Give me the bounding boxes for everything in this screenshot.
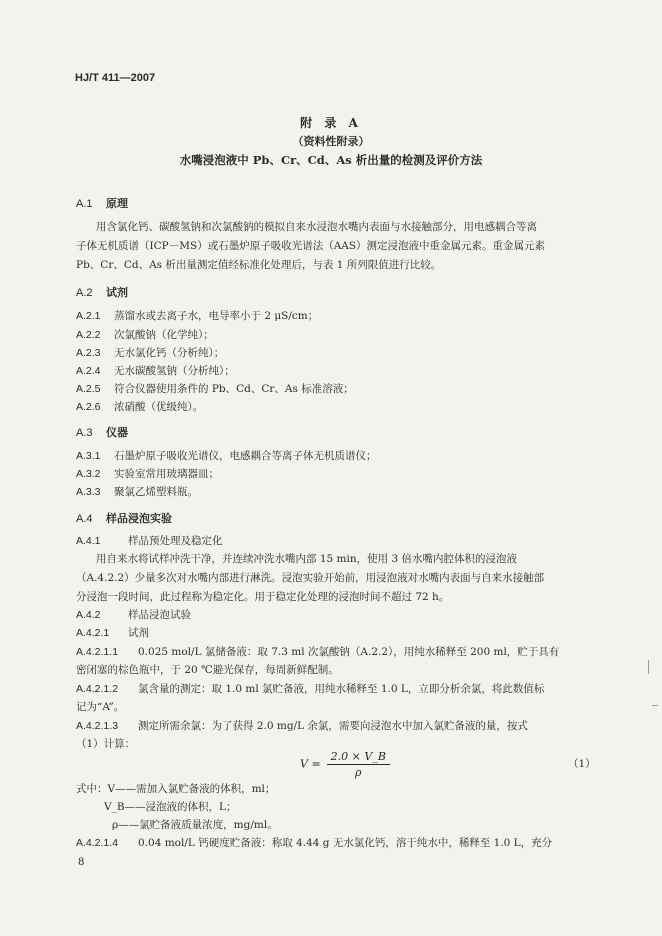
section-number: A.2 xyxy=(76,287,93,299)
scan-mark xyxy=(648,660,649,674)
subsection-a42: A.4.2 样品浸泡试验 xyxy=(76,609,191,621)
list-item: A.2.1 蒸馏水或去离子水，电导率小于 2 μS/cm； xyxy=(76,310,319,322)
a4212-cont: 记为“A”。 xyxy=(76,701,125,713)
appendix-subtitle: （资料性附录） xyxy=(292,135,370,148)
a41-line-3: 分浸泡一段时间，此过程称为稳定化。用于稳定化处理的浸泡时间不超过 72 h。 xyxy=(76,591,450,603)
a4213-cont: （1）计算： xyxy=(76,738,136,750)
formula-lhs: V = xyxy=(300,757,321,771)
formula-numerator: 2.0 × V_B xyxy=(327,750,390,765)
section-number: A.3 xyxy=(76,427,93,439)
a1-line-2: 子体无机质谱（ICP－MS）或石墨炉原子吸收光谱法（AAS）测定浸泡液中重金属元素。重金属元素 xyxy=(76,240,546,252)
section-a2-heading xyxy=(76,284,128,300)
subsection-a4212: A.4.2.1.2 氯含量的测定：取 1.0 ml 氯贮备液，用纯水稀释至 1.0 L，立即分析余氯，将此数值标 xyxy=(76,683,545,695)
list-item: A.3.1 石墨炉原子吸收光谱仪，电感耦合等离子体无机质谱仪； xyxy=(76,450,377,462)
appendix-heading: 水嘴浸泡液中 Pb、Cr、Cd、As 析出量的检测及评价方法 xyxy=(179,153,483,167)
list-item: A.3.3 聚氯乙烯塑料瓶。 xyxy=(76,486,198,498)
section-a4-heading xyxy=(76,510,172,526)
section-a3-heading xyxy=(76,424,128,440)
formula-fraction xyxy=(327,750,390,779)
where-vb: V_B——浸泡液的体积，L； xyxy=(104,801,237,813)
subsection-a41: A.4.1 样品预处理及稳定化 xyxy=(76,535,223,547)
scan-mark xyxy=(652,705,658,706)
a4211-cont: 密闭塞的棕色瓶中，于 20 ℃避光保存，每周新鲜配制。 xyxy=(76,664,339,676)
subsection-a4211: A.4.2.1.1 0.025 mol/L 氯储备液：取 7.3 ml 次氯酸钠（A.2.2），用纯水稀释至 200 ml，贮于具有 xyxy=(76,646,560,658)
page-number: 8 xyxy=(78,857,85,868)
list-item: A.2.6 浓硝酸（优级纯）。 xyxy=(76,401,204,413)
list-item: A.3.2 实验室常用玻璃器皿； xyxy=(76,468,219,480)
section-title: 原理 xyxy=(106,198,128,210)
list-item: A.2.3 无水氯化钙（分析纯）； xyxy=(76,347,225,359)
section-a1-heading xyxy=(76,195,128,211)
where-rho: ρ——氯贮备液质量浓度，mg/ml。 xyxy=(112,819,278,831)
list-item: A.2.4 无水碳酸氢钠（分析纯）； xyxy=(76,365,235,377)
appendix-title: 附 录 A xyxy=(300,116,362,130)
formula-denominator: ρ xyxy=(355,766,362,779)
formula-1 xyxy=(300,750,390,779)
section-title: 样品浸泡实验 xyxy=(106,513,172,525)
subsection-a421: A.4.2.1 试剂 xyxy=(76,627,149,639)
a41-line-1: 用自来水将试样冲洗干净，并连续冲洗水嘴内部 15 min，使用 3 倍水嘴内腔体积的浸泡液 xyxy=(96,553,517,565)
a1-line-3: Pb、Cr、Cd、As 析出量测定值经标准化处理后，与表 1 所列限值进行比较。 xyxy=(76,259,442,271)
section-title: 仪器 xyxy=(106,427,128,439)
section-number: A.4 xyxy=(76,513,93,525)
document-header-id: HJ/T 411—2007 xyxy=(75,72,156,84)
section-number: A.1 xyxy=(76,198,93,210)
subsection-a4213: A.4.2.1.3 测定所需余氯：为了获得 2.0 mg/L 余氯，需要向浸泡水中加入氯贮备液的量，按式 xyxy=(76,720,528,732)
list-item: A.2.2 次氯酸钠（化学纯）； xyxy=(76,329,214,341)
section-title: 试剂 xyxy=(106,287,128,299)
a41-line-2: （A.4.2.2）少量多次对水嘴内部进行淋洗。浸泡实验开始前，用浸泡液对水嘴内表面与自来水接触部 xyxy=(76,572,545,584)
subsection-a4214: A.4.2.1.4 0.04 mol/L 钙硬度贮备液：称取 4.44 g 无水氯化钙，溶于纯水中，稀释至 1.0 L，充分 xyxy=(76,837,553,849)
list-item: A.2.5 符合仪器使用条件的 Pb、Cd、Cr、As 标准溶液； xyxy=(76,383,354,395)
where-v: 式中：V——需加入氯贮备液的体积，ml； xyxy=(76,783,276,795)
a1-line-1: 用含氯化钙、碳酸氢钠和次氯酸钠的模拟自来水浸泡水嘴内表面与水接触部分，用电感耦合等离 xyxy=(96,221,537,233)
equation-number: （1） xyxy=(568,758,596,770)
